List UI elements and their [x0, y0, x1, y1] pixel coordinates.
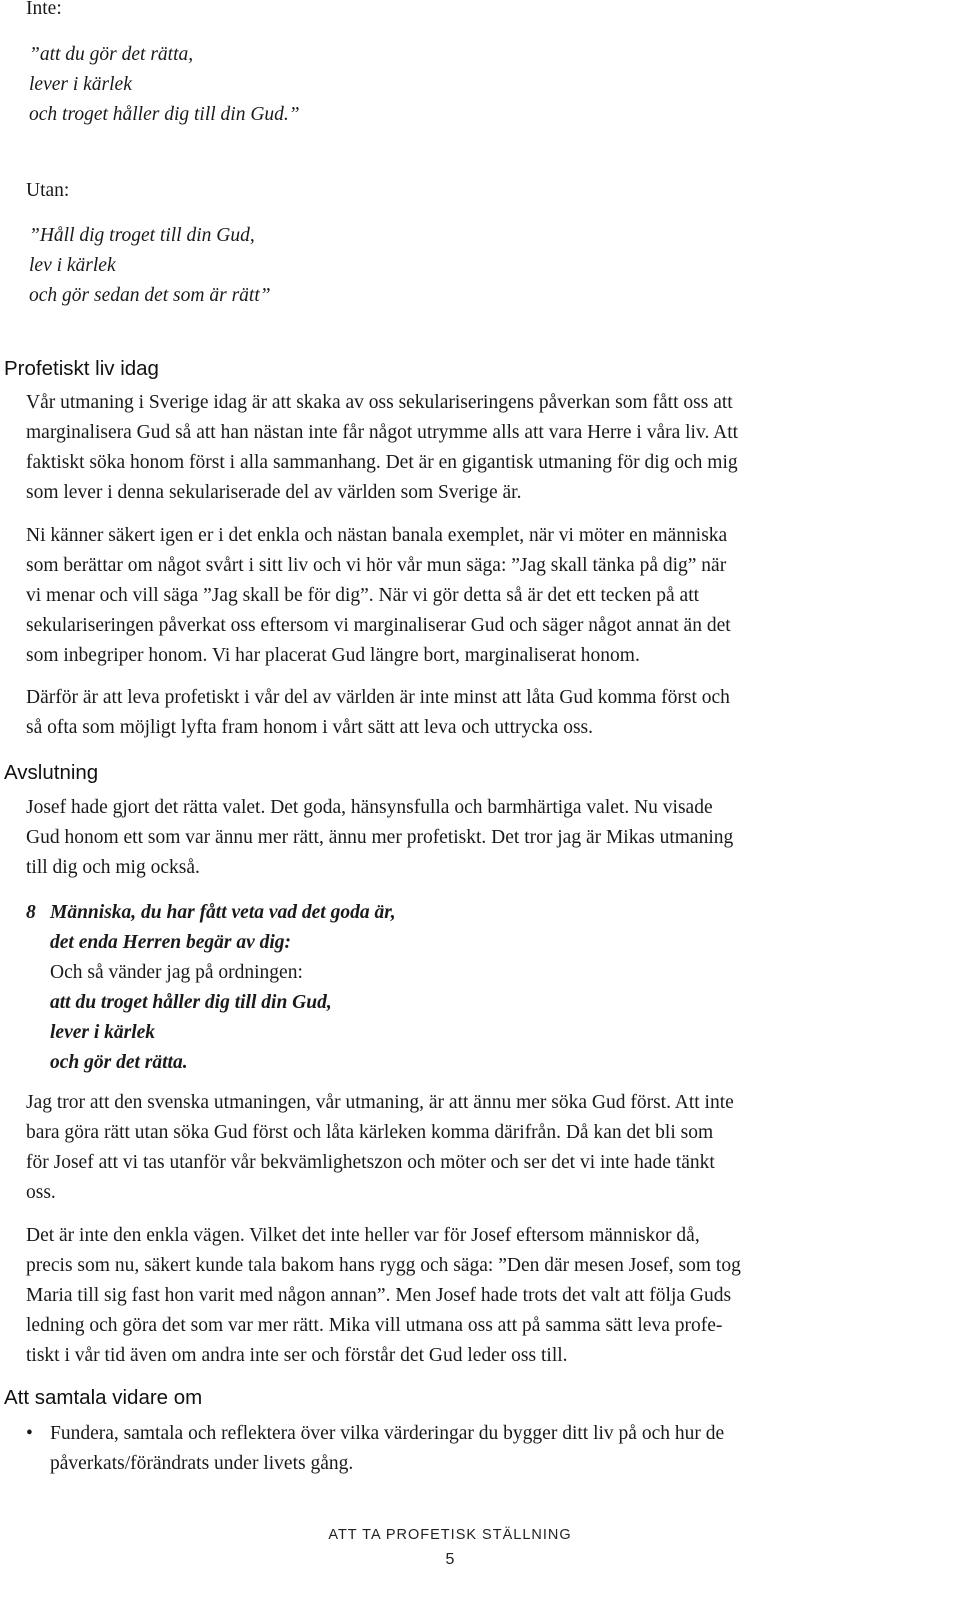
running-footer-title: ATT TA PROFETISK STÄLLNING: [328, 1527, 572, 1543]
text-line: Maria till sig fast hon varit med någon annan”. Men Josef hade trots det valt att följa Guds: [26, 1285, 732, 1306]
text-line: oss.: [26, 1182, 56, 1203]
heading-att-samtala-vidare-om: Att samtala vidare om: [4, 1386, 203, 1409]
paragraph: [26, 388, 946, 508]
text-line: Ni känner säkert igen er i det enkla och nästan banala exemplet, när vi möter en människa: [26, 525, 728, 546]
page-number: 5: [445, 1551, 455, 1568]
text-line: marginalisera Gud så att han nästan inte får något utrymme alls att vara Herre i våra liv. Att: [26, 422, 739, 443]
heading-avslutning: Avslutning: [4, 761, 99, 784]
poem-line: och gör sedan det som är rätt”: [29, 285, 271, 306]
list-item-continuation: påverkats/förändrats under livets gång.: [50, 1453, 354, 1474]
verse-line: och gör det rätta.: [50, 1052, 188, 1073]
bullet-icon: •: [26, 1423, 33, 1444]
text-line: Vår utmaning i Sverige idag är att skaka av oss sekulariseringens påverkan som fått oss att: [26, 392, 733, 413]
verse-text: Människa, du har fått veta vad det goda är,: [50, 902, 396, 923]
list-item: [26, 1419, 724, 1449]
text-line: Därför är att leva profetiskt i vår del av världen är inte minst att låta Gud komma först och: [26, 687, 730, 708]
text-line: Gud honom ett som var ännu mer rätt, ännu mer profetiskt. Det tror jag är Mikas utmaning: [26, 827, 734, 848]
verse-line: [26, 898, 396, 928]
text-line: bara göra rätt utan söka Gud först och låta kärleken komma därifrån. Då kan det bli som: [26, 1122, 714, 1143]
paragraph: [26, 793, 946, 883]
paragraph: [26, 521, 946, 671]
text-line: vi menar och vill säga ”Jag skall be för dig”. När vi gör detta så är det ett tecken på att: [26, 585, 700, 606]
contrast-label-inte: Inte:: [26, 0, 62, 19]
poem-line: ”Håll dig troget till din Gud,: [29, 225, 255, 246]
text-line: som berättar om något svårt i sitt liv och vi hör vår mun säga: ”Jag skall tänka på dig” när: [26, 555, 727, 576]
verse-number: 8: [26, 902, 36, 923]
bible-verse: [26, 898, 396, 1078]
poem-line: ”att du gör det rätta,: [29, 44, 194, 65]
heading-profetiskt-liv-idag: Profetiskt liv idag: [4, 357, 159, 380]
poem-line: lever i kärlek: [29, 74, 132, 95]
poem-line: och troget håller dig till din Gud.”: [29, 104, 300, 125]
text-line: Josef hade gjort det rätta valet. Det goda, hänsynsfulla och barmhärtiga valet. Nu visade: [26, 797, 713, 818]
text-line: som lever i denna sekulariserade del av världen som Sverige är.: [26, 482, 522, 503]
text-line: som inbegriper honom. Vi har placerat Gud längre bort, marginaliserat honom.: [26, 645, 640, 666]
paragraph: [26, 1088, 946, 1208]
verse-line: lever i kärlek: [50, 1022, 156, 1043]
poem-line: lev i kärlek: [29, 255, 116, 276]
contrast-poem-utan: [29, 221, 271, 311]
text-line: ledning och göra det som var mer rätt. Mika vill utmana oss att på samma sätt leva profe-: [26, 1315, 723, 1336]
text-line: faktiskt söka honom först i alla sammanhang. Det är en gigantisk utmaning för dig och mig: [26, 452, 738, 473]
verse-line: det enda Herren begär av dig:: [50, 932, 292, 953]
text-line: Jag tror att den svenska utmaningen, vår utmaning, är att ännu mer söka Gud först. Att inte: [26, 1092, 734, 1113]
text-line: Det är inte den enkla vägen. Vilket det inte heller var för Josef eftersom människor då,: [26, 1225, 700, 1246]
text-line: så ofta som möjligt lyfta fram honom i vårt sätt att leva och uttrycka oss.: [26, 717, 593, 738]
contrast-poem-inte: [29, 40, 300, 130]
text-line: precis som nu, säkert kunde tala bakom hans rygg och säga: ”Den där mesen Josef, som tog: [26, 1255, 741, 1276]
bullet-list: [26, 1419, 724, 1479]
paragraph: [26, 1221, 946, 1371]
text-line: till dig och mig också.: [26, 857, 200, 878]
paragraph: [26, 683, 946, 743]
verse-line: att du troget håller dig till din Gud,: [50, 992, 332, 1013]
text-line: för Josef att vi tas utanför vår bekvämlighetszon och möter och ser det vi inte hade tänkt: [26, 1152, 715, 1173]
contrast-label-utan: Utan:: [26, 180, 70, 201]
text-line: sekulariseringen påverkat oss eftersom vi marginaliserar Gud och säger något annat än det: [26, 615, 731, 636]
verse-line: Och så vänder jag på ordningen:: [50, 962, 303, 983]
text-line: tiskt i vår tid även om andra inte ser och förstår det Gud leder oss till.: [26, 1345, 568, 1366]
list-item-text: Fundera, samtala och reflektera över vilka värderingar du bygger ditt liv på och hur de: [50, 1423, 725, 1444]
